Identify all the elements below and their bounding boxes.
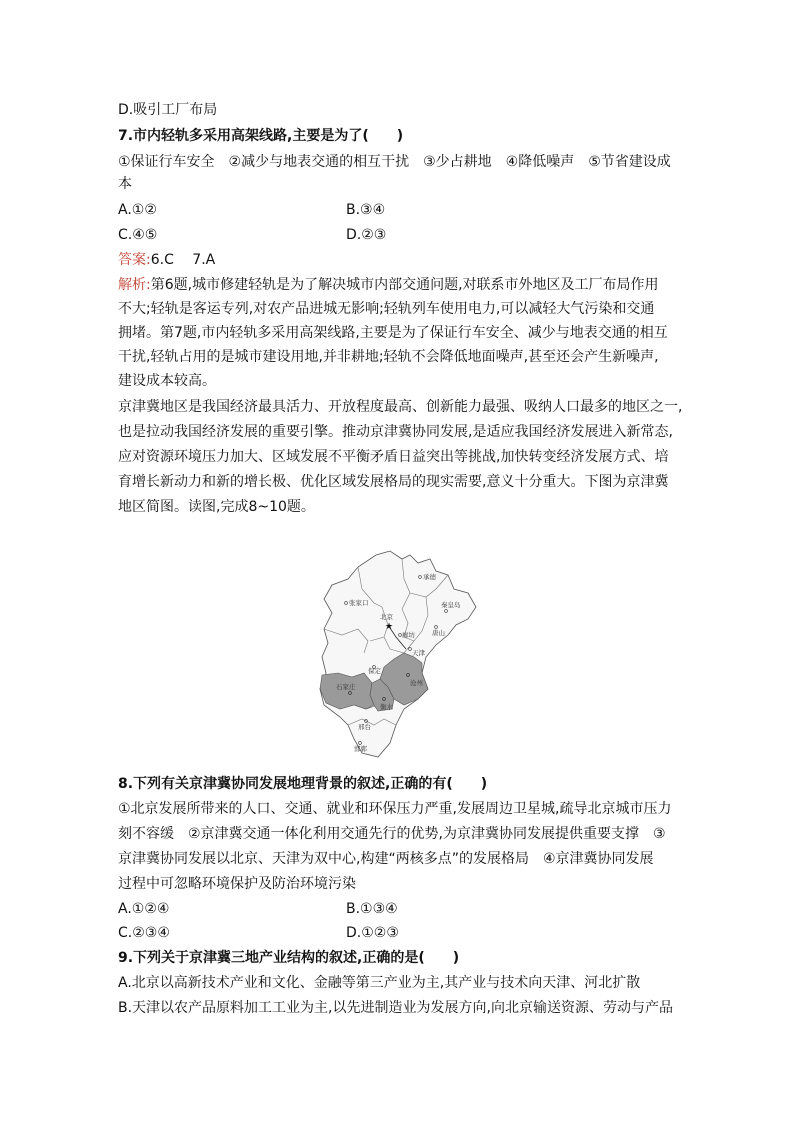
q7-option-c: C.④⑤ xyxy=(118,227,158,243)
jingjinji-map xyxy=(318,549,478,761)
q8-options-row xyxy=(118,922,399,944)
region-outline xyxy=(320,551,476,757)
q8-line: 京津冀协同发展以北京、天津为双中心,构建“两核多点”的发展格局 ④京津冀协同发展 xyxy=(118,851,654,867)
answer-label: 答案: xyxy=(118,252,151,268)
q8-option-a: A.①②④ xyxy=(118,901,170,917)
analysis-line: 不大;轻轨是客运专列,对农产品进城无影响;轻轨列车使用电力,可以减轻大气污染和交通 xyxy=(118,301,655,317)
label-zhangjiakou: 张家口 xyxy=(349,599,369,607)
label-shijiazhuang: 石家庄 xyxy=(336,683,356,691)
label-chengde: 承德 xyxy=(423,573,436,581)
label-cangzhou: 沧州 xyxy=(410,679,423,687)
passage-line: 也是拉动我国经济发展的重要引擎。推动京津冀协同发展,是适应我国经济发展进入新常态, xyxy=(118,424,673,440)
q8-stem: 8.下列有关京津冀协同发展地理背景的叙述,正确的有( ) xyxy=(118,776,488,792)
q7-option-a: A.①② xyxy=(118,202,157,218)
q7-stem: 7.市内轻轨多采用高架线路,主要是为了( ) xyxy=(118,128,404,144)
passage-line: 应对资源环境压力加大、区域发展不平衡矛盾日益突出等挑战,加快转变经济发展方式、培 xyxy=(118,449,669,465)
analysis-text: 第6题,城市修建轻轨是为了解决城市内部交通问题,对联系市外地区及工厂布局作用 xyxy=(150,277,659,293)
analysis-line: 干扰,轻轨占用的是城市建设用地,并非耕地;轻轨不会降低地面噪声,甚至还会产生新噪声, xyxy=(118,349,659,365)
label-tianjin: 天津 xyxy=(412,649,425,657)
beijing-star-icon: ★ xyxy=(385,622,394,632)
q7-option-d: D.②③ xyxy=(346,227,387,243)
q8-line: ①北京发展所带来的人口、交通、就业和环保压力严重,发展周边卫星城,疏导北京城市压力 xyxy=(118,801,672,817)
analysis-line xyxy=(118,274,659,296)
q8-option-c: C.②③④ xyxy=(118,925,170,941)
q8-line: 过程中可忽略环境保护及防治环境污染 xyxy=(118,876,356,892)
q7-options-row xyxy=(118,199,386,221)
analysis-line: 拥堵。第7题,市内轻轨多采用高架线路,主要是为了保证行车安全、减少与地表交通的相互 xyxy=(118,325,668,341)
label-handan: 邯郸 xyxy=(354,745,367,753)
q9-stem: 9.下列关于京津冀三地产业结构的叙述,正确的是( ) xyxy=(118,950,460,966)
shijiazhuang-region xyxy=(320,673,374,709)
label-qinhuangdao: 秦皇岛 xyxy=(441,601,461,609)
label-baoding: 保定 xyxy=(368,667,381,675)
q6-option-d: D.吸引工厂布局 xyxy=(118,102,218,118)
label-xingtai: 邢台 xyxy=(358,723,371,731)
q8-option-d: D.①②③ xyxy=(346,925,399,941)
q7-choices-line: 本 xyxy=(118,176,132,192)
label-tangshan: 唐山 xyxy=(432,629,445,637)
q8-option-b: B.①③④ xyxy=(346,901,398,917)
jingjinji-map-svg xyxy=(318,549,478,761)
passage-line: 地区简图。读图,完成8~10题。 xyxy=(118,499,315,515)
passage-line: 育增长新动力和新的增长极、优化区域发展格局的现实需要,意义十分重大。下图为京津冀 xyxy=(118,474,669,490)
label-langfang: 廊坊 xyxy=(402,631,415,639)
analysis-line: 建设成本较高。 xyxy=(118,373,216,389)
q8-line: 刻不容缓 ②京津冀交通一体化利用交通先行的优势,为京津冀协同发展提供重要支撑 ③ xyxy=(118,826,666,842)
q8-options-row xyxy=(118,898,398,920)
q9-option-a: A.北京以高新技术产业和文化、金融等第三产业为主,其产业与技术向天津、河北扩散 xyxy=(118,975,641,991)
q9-option-b: B.天津以农产品原料加工工业为主,以先进制造业为发展方向,向北京输送资源、劳动与产品 xyxy=(118,1000,673,1016)
q7-options-row xyxy=(118,224,387,246)
label-hengshui: 衡水 xyxy=(380,703,393,711)
q7-choices-line: ①保证行车安全 ②减少与地表交通的相互干扰 ③少占耕地 ④降低噪声 ⑤节省建设成 xyxy=(118,154,671,170)
label-beijing: 北京 xyxy=(380,613,393,621)
answer-line xyxy=(118,249,215,271)
q7-option-b: B.③④ xyxy=(346,202,386,218)
answer-text: 6.C 7.A xyxy=(150,252,216,268)
passage-line: 京津冀地区是我国经济最具活力、开放程度最高、创新能力最强、吸纳人口最多的地区之一, xyxy=(118,399,683,415)
analysis-label: 解析: xyxy=(118,277,151,293)
